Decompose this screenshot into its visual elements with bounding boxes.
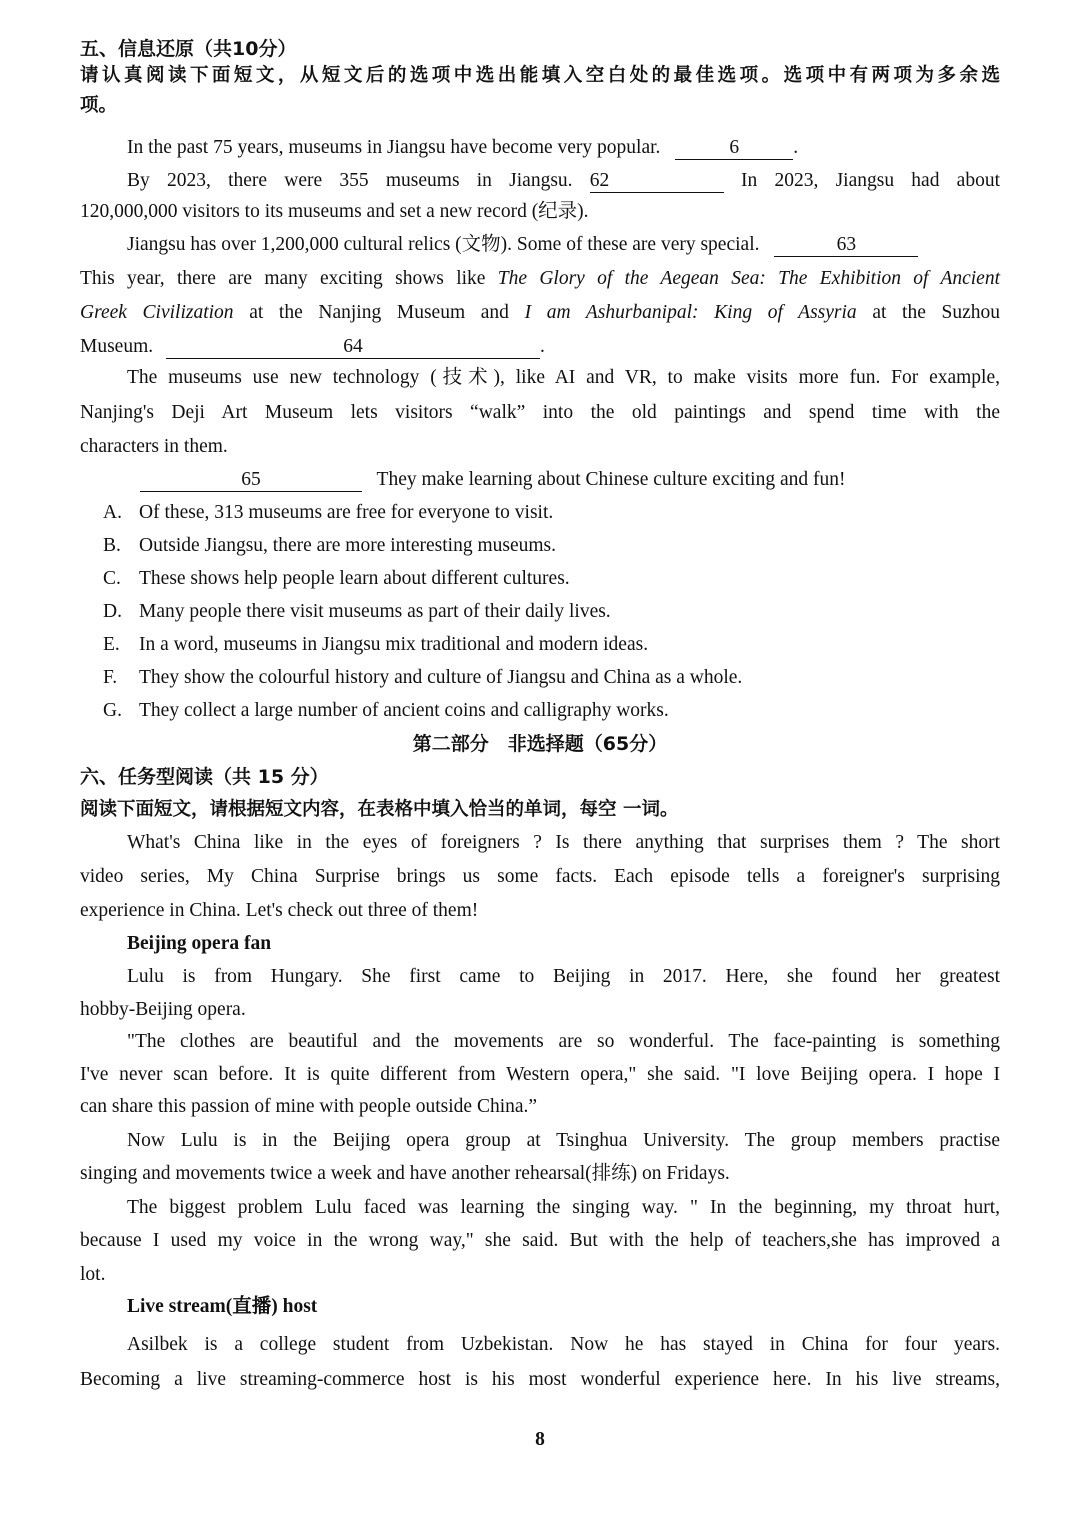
p3-text-e: Museum.: [80, 336, 154, 357]
intro-line3: experience in China. Let's check out three of them!: [80, 900, 479, 921]
exhibition-title-1a: The Glory of the Aegean Sea: The Exhibition of Ancient: [497, 268, 1000, 289]
section5-title: 五、信息还原（共10分）: [80, 38, 297, 60]
asilbek-line1: Asilbek is a college student from Uzbekistan. Now he has stayed in China for four years.: [127, 1334, 1000, 1355]
section5-instruction-line2: 项。: [80, 95, 118, 116]
intro-line1: What's China like in the eyes of foreigners ? Is there anything that surprises them ? The short: [127, 832, 1000, 853]
blank-64[interactable]: 64: [166, 336, 540, 359]
blank-65[interactable]: 65: [140, 469, 362, 492]
p3-text-c: at the Nanjing Museum and: [249, 302, 509, 323]
option-c[interactable]: C. These shows help people learn about different cultures.: [103, 568, 570, 589]
blank-63[interactable]: 63: [774, 234, 918, 257]
heading-live-stream-host: Live stream(直播) host: [127, 1296, 318, 1317]
p3-line3: [80, 298, 1000, 328]
group-line2: singing and movements twice a week and have another rehearsal(排练) on Fridays.: [80, 1163, 730, 1184]
p2-text-b: In 2023, Jiangsu had about: [741, 170, 1001, 191]
exhibition-title-2: I am Ashurbanipal: King of Assyria: [524, 302, 857, 323]
p4-line2: Nanjing's Deji Art Museum lets visitors “walk” into the old paintings and spend time with the: [80, 402, 1000, 423]
section6-instruction: 阅读下面短文，请根据短文内容，在表格中填入恰当的单词，每空 一词。: [80, 799, 679, 820]
p3-line1: [127, 230, 1000, 260]
section6-title: 六、任务型阅读（共 15 分）: [80, 766, 329, 788]
p1-line: In the past 75 years, museums in Jiangsu have become very popular. 6 .: [127, 137, 799, 158]
exhibition-title-1b: Greek Civilization: [80, 302, 234, 323]
quote-line2: I've never scan before. It is quite different from Western opera," she said. "I love Beijing opera. I hope I: [80, 1064, 1000, 1085]
blank-6[interactable]: 6: [675, 137, 793, 160]
p3-line2: [80, 264, 1000, 294]
p2-text-a: By 2023, there were 355 museums in Jiangsu.: [127, 170, 573, 191]
lulu-line2: hobby-Beijing opera.: [80, 999, 246, 1020]
p3-text-d: at the Suzhou: [872, 302, 1001, 323]
heading-beijing-opera-fan: Beijing opera fan: [127, 933, 272, 954]
blank-62[interactable]: 62: [590, 170, 724, 193]
part2-heading: 第二部分 非选择题（65分）: [412, 733, 668, 755]
p5-line: [140, 465, 1000, 495]
p4-line1: The museums use new technology (技术), like AI and VR, to make visits more fun. For example,: [127, 367, 1000, 388]
option-a[interactable]: A. Of these, 313 museums are free for everyone to visit.: [103, 502, 554, 523]
intro-line2: video series, My China Surprise brings us some facts. Each episode tells a foreigner's surprising: [80, 866, 1000, 887]
p3-text-b: This year, there are many exciting shows like: [80, 268, 486, 289]
lulu-line1: Lulu is from Hungary. She first came to Beijing in 2017. Here, she found her greatest: [127, 966, 1000, 987]
p1-text: In the past 75 years, museums in Jiangsu have become very popular.: [127, 137, 661, 158]
p5-text: They make learning about Chinese culture exciting and fun!: [376, 469, 846, 490]
option-f[interactable]: F. They show the colourful history and culture of Jiangsu and China as a whole.: [103, 667, 743, 688]
option-e[interactable]: E. In a word, museums in Jiangsu mix traditional and modern ideas.: [103, 634, 649, 655]
page-number: 8: [535, 1429, 545, 1450]
group-line1: Now Lulu is in the Beijing opera group at Tsinghua University. The group members practise: [127, 1130, 1000, 1151]
p2-line1: [127, 166, 1000, 196]
option-g[interactable]: G. They collect a large number of ancient coins and calligraphy works.: [103, 700, 669, 721]
option-b[interactable]: B. Outside Jiangsu, there are more interesting museums.: [103, 535, 556, 556]
problem-line1: The biggest problem Lulu faced was learning the singing way. " In the beginning, my throat hurt,: [127, 1197, 1000, 1218]
problem-line3: lot.: [80, 1264, 106, 1285]
asilbek-line2: Becoming a live streaming-commerce host is his most wonderful experience here. In his live streams,: [80, 1369, 1000, 1390]
quote-line1: "The clothes are beautiful and the movements are so wonderful. The face-painting is something: [127, 1031, 1000, 1052]
p3-line4: Museum. 64 .: [80, 336, 545, 357]
p4-line3: characters in them.: [80, 436, 228, 457]
p2-line2: 120,000,000 visitors to its museums and set a new record (纪录).: [80, 201, 589, 222]
option-d[interactable]: D. Many people there visit museums as part of their daily lives.: [103, 601, 611, 622]
problem-line2: because I used my voice in the wrong way," she said. But with the help of teachers,she has improved a: [80, 1230, 1000, 1251]
section5-instruction-line1: 请认真阅读下面短文，从短文后的选项中选出能填入空白处的最佳选项。选项中有两项为多余选: [80, 65, 1000, 86]
p3-text-a: Jiangsu has over 1,200,000 cultural relics (文物). Some of these are very special.: [127, 234, 760, 255]
quote-line3: can share this passion of mine with people outside China.”: [80, 1096, 538, 1117]
